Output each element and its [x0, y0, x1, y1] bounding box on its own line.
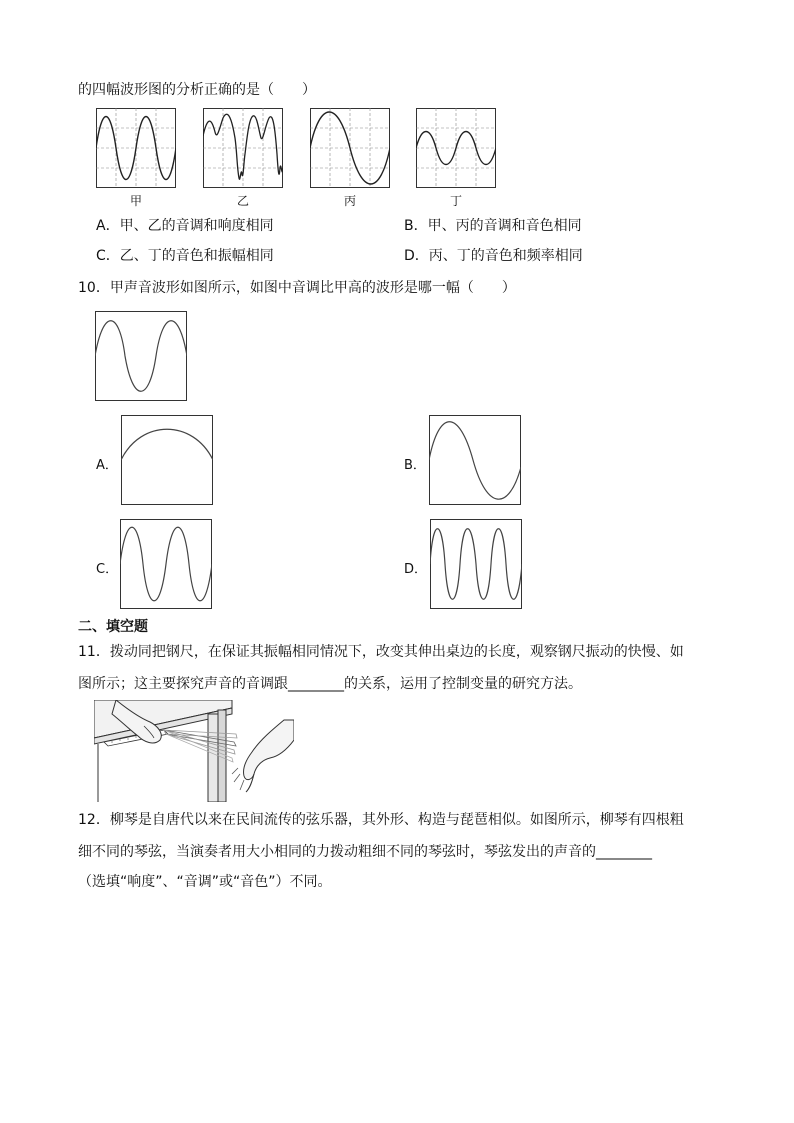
q9-option-b: B．甲、丙的音调和音色相同: [404, 218, 582, 234]
q9-label-jia: 甲: [129, 194, 142, 208]
q10-wave-b: [429, 415, 521, 505]
q9-label-bing: 丙: [343, 194, 356, 208]
q9-wave-bing: [310, 108, 390, 188]
q9-label-ding: 丁: [449, 194, 462, 208]
section-title-fill-blank: 二、填空题: [78, 619, 148, 635]
q9-option-a: A．甲、乙的音调和响度相同: [96, 218, 274, 234]
q10-wave-d: [430, 519, 522, 609]
q12-line3: （选填“响度”、“音调”或“音色”）不同。: [78, 874, 332, 890]
q10-label-b: B．: [404, 458, 426, 473]
q9-option-d: D．丙、丁的音色和频率相同: [404, 248, 583, 264]
q12-line1: 12．柳琴是自唐代以来在民间流传的弦乐器，其外形、构造与琵琶相似。如图所示，柳琴有四根粗: [78, 812, 684, 828]
q11-line2: 图所示；这主要探究声音的音调跟________的关系，运用了控制变量的研究方法。: [78, 676, 582, 692]
q11-line1: 11．拨动同把钢尺，在保证其振幅相同情况下，改变其伸出桌边的长度，观察钢尺振动的快慢、如: [78, 644, 684, 660]
q12-line2: 细不同的琴弦，当演奏者用大小相同的力拨动粗细不同的琴弦时，琴弦发出的声音的________: [78, 844, 652, 860]
q10-reference-wave: [95, 311, 187, 401]
q9-wave-yi: [203, 108, 283, 188]
q9-stem: 的四幅波形图的分析正确的是（ ）: [78, 82, 316, 98]
q10-label-d: D．: [404, 562, 428, 577]
q9-label-yi: 乙: [236, 194, 249, 208]
q10-stem: 10．甲声音波形如图所示，如图中音调比甲高的波形是哪一幅（ ）: [78, 280, 516, 296]
q9-wave-ding: [416, 108, 496, 188]
q10-wave-c: [120, 519, 212, 609]
q10-label-c: C．: [96, 562, 119, 577]
q11-ruler-illustration: [94, 700, 294, 802]
q10-wave-a: [121, 415, 213, 505]
q9-wave-jia: [96, 108, 176, 188]
q9-option-c: C．乙、丁的音色和振幅相同: [96, 248, 274, 264]
q10-label-a: A．: [96, 458, 118, 473]
